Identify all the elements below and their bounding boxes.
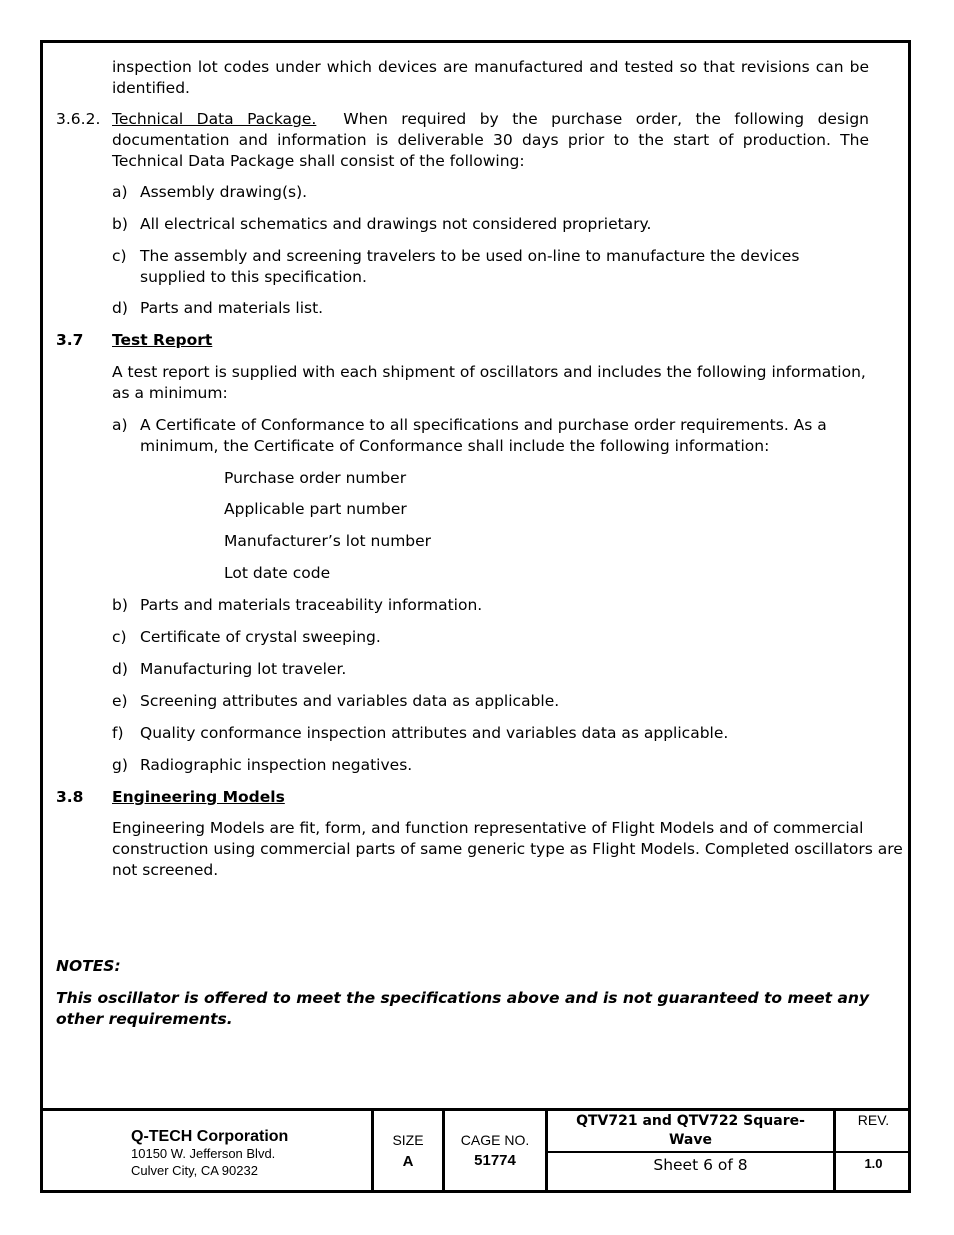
- section-3-8-text-line: construction using commercial parts of same generic type as Flight Models. Completed oscillators are: [112, 840, 903, 858]
- list-item: Parts and materials traceability information.: [140, 596, 483, 614]
- list-item: All electrical schematics and drawings not considered proprietary.: [140, 215, 652, 233]
- coc-list-item: Purchase order number: [224, 469, 407, 487]
- list-item: Parts and materials list.: [140, 299, 324, 317]
- section-3-7-text: A test report is supplied with each shipment of oscillators and includes the following information, as a minimum:: [112, 363, 866, 402]
- list-item: Quality conformance inspection attributes and variables data as applicable.: [140, 724, 729, 742]
- cage-label: CAGE NO.: [460, 1132, 530, 1148]
- list-item: Assembly drawing(s).: [140, 183, 308, 201]
- cage-value: 51774: [474, 1152, 516, 1169]
- intro-continuation: inspection lot codes under which devices are manufactured and tested so that revisions can be identified.: [112, 58, 869, 97]
- section-title-engineering-models: Engineering Models: [112, 788, 285, 806]
- company-address-line: Culver City, CA 90232: [131, 1163, 258, 1178]
- list-item: The assembly and screening travelers to be used on-line to manufacture the devices: [140, 247, 800, 265]
- section-3-8-text-line: not screened.: [112, 861, 219, 879]
- size-value: A: [402, 1153, 414, 1170]
- list-mark: g): [112, 756, 128, 774]
- list-mark: e): [112, 692, 128, 710]
- company-name: Q-TECH Corporation: [131, 1128, 289, 1145]
- section-number-3-6-2: 3.6.2.: [56, 110, 101, 128]
- list-mark: c): [112, 628, 127, 646]
- section-title-technical-data-package: Technical Data Package.: [112, 110, 317, 128]
- section-3-8-text-line: Engineering Models are fit, form, and function representative of Flight Models and of commercial: [112, 819, 864, 837]
- rev-value: 1.0: [864, 1156, 883, 1171]
- list-mark: a): [112, 416, 128, 434]
- sheet-number: Sheet 6 of 8: [653, 1156, 748, 1174]
- document-title-line: QTV721 and QTV722 Square-: [576, 1113, 805, 1129]
- list-mark: b): [112, 215, 128, 233]
- list-item: Manufacturing lot traveler.: [140, 660, 347, 678]
- size-label: SIZE: [392, 1132, 424, 1148]
- section-number-3-8: 3.8: [56, 788, 84, 806]
- section-number-3-7: 3.7: [56, 331, 84, 349]
- section-title-test-report: Test Report: [112, 331, 213, 349]
- coc-list-item: Manufacturer’s lot number: [224, 532, 432, 550]
- coc-list-item: Applicable part number: [224, 500, 407, 518]
- company-address-line: 10150 W. Jefferson Blvd.: [131, 1146, 276, 1161]
- document-title-line: Wave: [668, 1132, 712, 1148]
- list-mark: f): [112, 724, 124, 742]
- list-item: Radiographic inspection negatives.: [140, 756, 413, 774]
- notes-text-line: This oscillator is offered to meet the specifications above and is not guaranteed to meet any: [56, 989, 870, 1007]
- list-item: Screening attributes and variables data as applicable.: [140, 692, 560, 710]
- list-mark: d): [112, 660, 128, 678]
- section-3-6-2-paragraph: [112, 109, 869, 172]
- notes-text-line: other requirements.: [56, 1010, 233, 1028]
- list-item-continuation: minimum, the Certificate of Conformance shall include the following information:: [140, 437, 770, 455]
- list-item-continuation: supplied to this specification.: [140, 268, 367, 286]
- list-item: Certificate of crystal sweeping.: [140, 628, 381, 646]
- list-mark: a): [112, 183, 128, 201]
- section-3-6-2-text: When required by the purchase order, the following design documentation and information is deliverable 30 days prior to the start of production. The Technical Data Package shall consist of the following:: [112, 110, 869, 170]
- rev-label: REV.: [857, 1112, 890, 1128]
- coc-list-item: Lot date code: [224, 564, 331, 582]
- list-item: A Certificate of Conformance to all specifications and purchase order requirements. As a: [140, 416, 827, 434]
- list-mark: c): [112, 247, 127, 265]
- list-mark: d): [112, 299, 128, 317]
- notes-heading: NOTES:: [56, 957, 121, 975]
- list-mark: b): [112, 596, 128, 614]
